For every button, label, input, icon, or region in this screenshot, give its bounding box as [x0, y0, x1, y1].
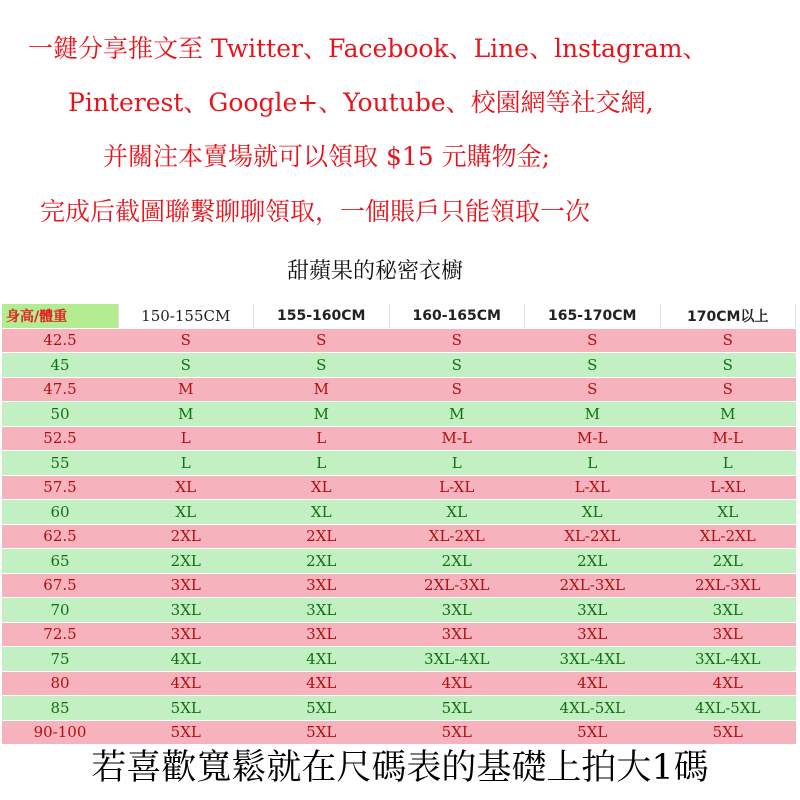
size-cell: 3XL — [118, 622, 254, 647]
size-cell: L-XL — [660, 475, 796, 500]
size-cell: 2XL — [660, 549, 796, 574]
size-cell: 3XL — [118, 598, 254, 623]
size-cell: 5XL — [254, 696, 390, 721]
size-cell: L — [525, 451, 661, 476]
size-cell: 2XL — [389, 549, 525, 574]
height-header: 155-160CM — [254, 304, 390, 328]
table-row — [2, 451, 796, 476]
size-cell: M-L — [525, 426, 661, 451]
weight-cell: 65 — [2, 549, 118, 574]
table-row — [2, 573, 796, 598]
size-cell: M — [254, 377, 390, 402]
size-cell: 4XL — [525, 671, 661, 696]
size-cell: L-XL — [389, 475, 525, 500]
size-cell: 4XL — [118, 647, 254, 672]
table-row — [2, 622, 796, 647]
size-cell: M-L — [660, 426, 796, 451]
promo-line-3: 并關注本賣場就可以領取 $15 元購物金; — [103, 142, 551, 171]
size-cell: 2XL-3XL — [389, 573, 525, 598]
size-cell: S — [254, 328, 390, 353]
table-row — [2, 549, 796, 574]
size-cell: L — [254, 451, 390, 476]
size-cell: 2XL — [118, 524, 254, 549]
weight-cell: 67.5 — [2, 573, 118, 598]
size-cell: 3XL — [254, 622, 390, 647]
size-cell: S — [389, 377, 525, 402]
size-cell: XL — [254, 475, 390, 500]
table-row — [2, 524, 796, 549]
size-cell: M — [254, 402, 390, 427]
size-cell: 2XL — [254, 549, 390, 574]
size-cell: 2XL — [525, 549, 661, 574]
size-cell: 3XL — [660, 622, 796, 647]
footer-note: 若喜歡寬鬆就在尺碼表的基礎上拍大1碼 — [91, 748, 709, 788]
weight-cell: 45 — [2, 353, 118, 378]
table-row — [2, 353, 796, 378]
promo-line-2: Pinterest、Google+、Youtube、校園網等社交網, — [68, 88, 654, 117]
size-cell: S — [660, 353, 796, 378]
size-cell: XL — [525, 500, 661, 525]
size-cell: L — [389, 451, 525, 476]
size-cell: XL — [389, 500, 525, 525]
size-cell: XL-2XL — [660, 524, 796, 549]
size-cell: L — [254, 426, 390, 451]
size-cell: M — [660, 402, 796, 427]
size-cell: 5XL — [254, 720, 390, 745]
weight-cell: 50 — [2, 402, 118, 427]
size-cell: XL-2XL — [525, 524, 661, 549]
table-row — [2, 377, 796, 402]
size-cell: 5XL — [389, 720, 525, 745]
size-cell: 4XL — [389, 671, 525, 696]
size-cell: 2XL-3XL — [660, 573, 796, 598]
table-row — [2, 647, 796, 672]
size-cell: 2XL-3XL — [525, 573, 661, 598]
size-cell: 3XL — [389, 598, 525, 623]
weight-cell: 60 — [2, 500, 118, 525]
height-header: 170CM以上 — [660, 304, 796, 328]
size-cell: M — [118, 402, 254, 427]
height-header: 150-155CM — [118, 304, 254, 328]
size-chart-header-row — [2, 304, 796, 328]
size-cell: S — [254, 353, 390, 378]
size-cell: XL — [660, 500, 796, 525]
weight-cell: 42.5 — [2, 328, 118, 353]
table-row — [2, 328, 796, 353]
size-cell: 5XL — [118, 696, 254, 721]
size-cell: XL — [118, 500, 254, 525]
table-row — [2, 426, 796, 451]
size-cell: 2XL — [254, 524, 390, 549]
size-cell: 3XL — [254, 573, 390, 598]
size-cell: XL-2XL — [389, 524, 525, 549]
size-cell: 4XL — [254, 647, 390, 672]
size-cell: S — [389, 353, 525, 378]
weight-cell: 62.5 — [2, 524, 118, 549]
size-chart-body — [2, 328, 796, 745]
weight-cell: 47.5 — [2, 377, 118, 402]
size-cell: 5XL — [389, 696, 525, 721]
table-row — [2, 475, 796, 500]
size-cell: 4XL-5XL — [525, 696, 661, 721]
size-cell: S — [525, 353, 661, 378]
size-cell: 3XL — [525, 622, 661, 647]
size-cell: XL — [118, 475, 254, 500]
weight-cell: 57.5 — [2, 475, 118, 500]
size-cell: M-L — [389, 426, 525, 451]
size-cell: 4XL — [254, 671, 390, 696]
size-cell: 3XL — [118, 573, 254, 598]
table-row — [2, 671, 796, 696]
size-cell: XL — [254, 500, 390, 525]
size-cell: 5XL — [118, 720, 254, 745]
weight-cell: 75 — [2, 647, 118, 672]
corner-header: 身高/體重 — [2, 304, 118, 328]
size-cell: 3XL — [254, 598, 390, 623]
size-cell: L-XL — [525, 475, 661, 500]
size-cell: 2XL — [118, 549, 254, 574]
weight-cell: 85 — [2, 696, 118, 721]
size-cell: S — [660, 328, 796, 353]
size-cell: S — [525, 328, 661, 353]
weight-cell: 55 — [2, 451, 118, 476]
size-cell: 3XL-4XL — [389, 647, 525, 672]
size-cell: S — [118, 328, 254, 353]
size-cell: S — [525, 377, 661, 402]
size-cell: 4XL-5XL — [660, 696, 796, 721]
size-cell: S — [118, 353, 254, 378]
weight-cell: 90-100 — [2, 720, 118, 745]
weight-cell: 80 — [2, 671, 118, 696]
table-row — [2, 598, 796, 623]
height-header: 165-170CM — [525, 304, 661, 328]
height-header: 160-165CM — [389, 304, 525, 328]
size-cell: L — [660, 451, 796, 476]
weight-cell: 70 — [2, 598, 118, 623]
size-cell: 3XL — [525, 598, 661, 623]
size-cell: 3XL — [389, 622, 525, 647]
size-cell: 5XL — [525, 720, 661, 745]
weight-cell: 72.5 — [2, 622, 118, 647]
size-cell: S — [660, 377, 796, 402]
table-row — [2, 696, 796, 721]
weight-cell: 52.5 — [2, 426, 118, 451]
size-cell: M — [389, 402, 525, 427]
size-cell: 5XL — [660, 720, 796, 745]
size-cell: 3XL — [660, 598, 796, 623]
size-chart-table — [2, 304, 796, 745]
size-cell: 4XL — [118, 671, 254, 696]
size-cell: M — [525, 402, 661, 427]
size-cell: L — [118, 451, 254, 476]
promo-line-4: 完成后截圖聯繫聊聊領取，一個賬戶只能領取一次 — [40, 197, 591, 226]
size-cell: L — [118, 426, 254, 451]
size-cell: M — [118, 377, 254, 402]
table-row — [2, 402, 796, 427]
size-cell: 3XL-4XL — [660, 647, 796, 672]
promo-line-1: 一鍵分享推文至 Twitter、Facebook、Line、lnstagram、 — [28, 34, 708, 63]
size-cell: 3XL-4XL — [525, 647, 661, 672]
size-cell: S — [389, 328, 525, 353]
table-row — [2, 500, 796, 525]
shop-title: 甜蘋果的秘密衣櫥 — [286, 259, 463, 284]
size-cell: 4XL — [660, 671, 796, 696]
